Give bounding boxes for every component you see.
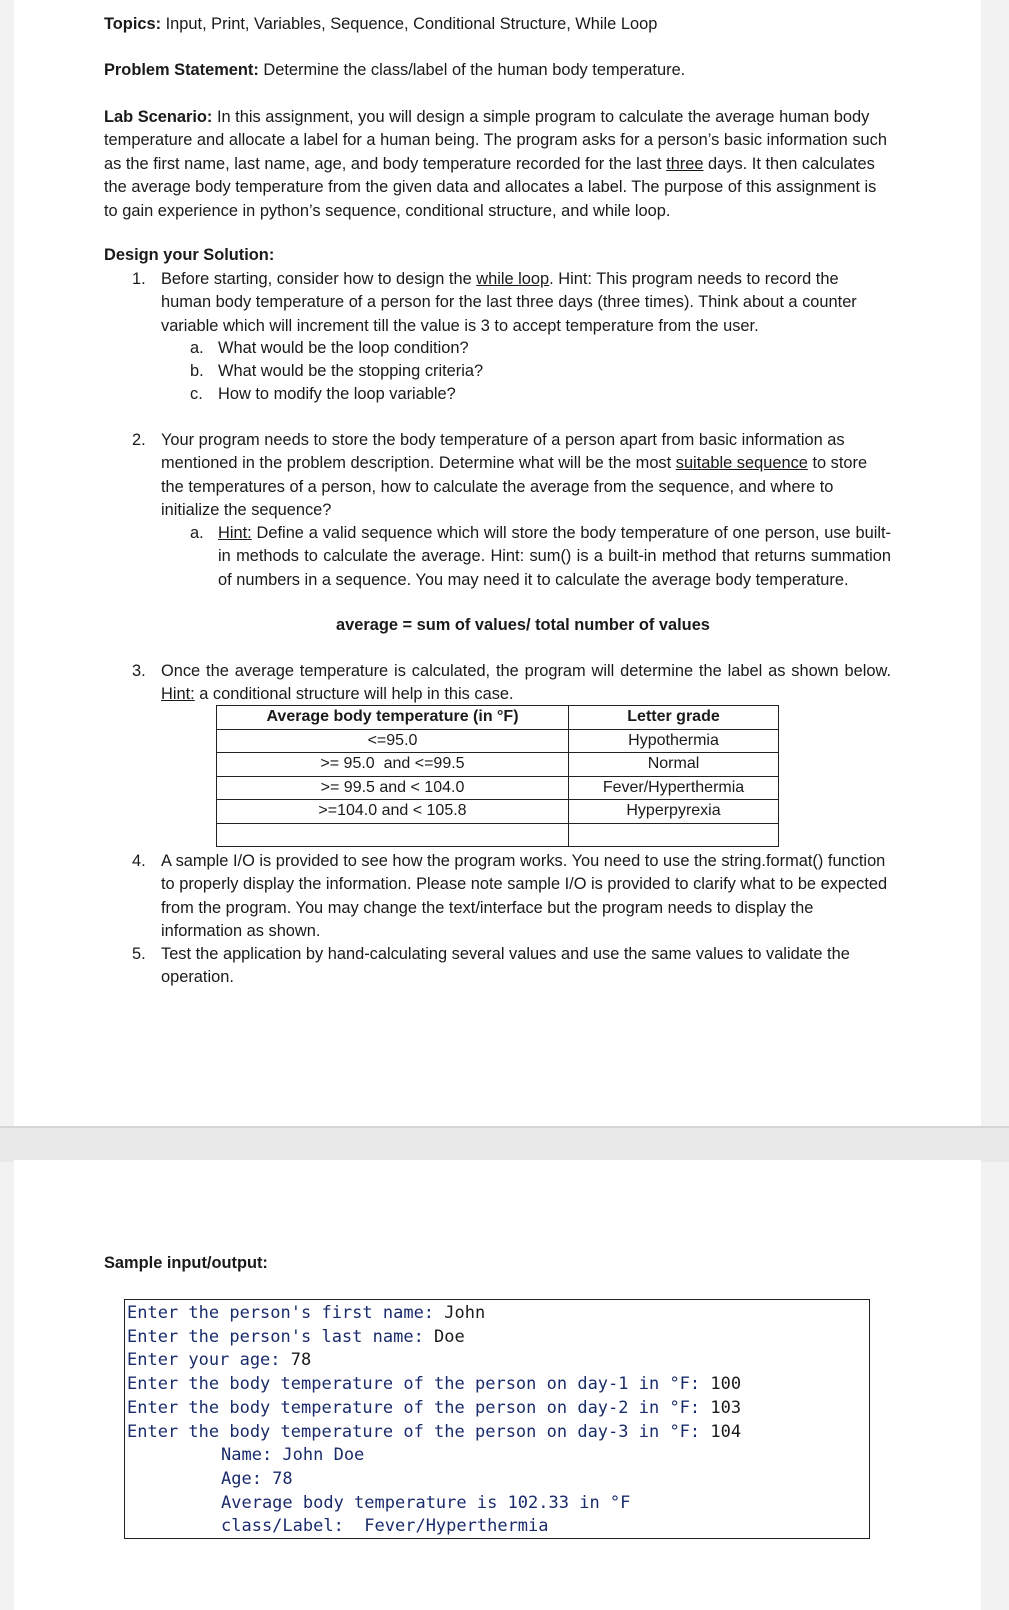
problem-statement: Problem Statement: Determine the class/label of the human body temperature. [104,61,686,79]
item-2-number: 2. [132,431,146,449]
table-row [217,800,779,824]
while-loop-link[interactable]: while loop [476,270,550,288]
console-output-age: Age: 78 [221,1468,293,1489]
console-input-line: Enter the body temperature of the person on day-1 in °F: 100 [127,1374,742,1395]
item-1b-marker: b. [190,362,204,380]
table-cell [217,823,569,847]
average-formula: average = sum of values/ total number of values [336,616,710,634]
table-cell: Normal [569,753,779,777]
document-page-2 [14,1160,981,1610]
item-3-text: Once the average temperature is calculated, the program will determine the label as shown below. Hint: a conditional structure will help in this case. [161,662,891,704]
table-cell: Fever/Hyperthermia [569,776,779,800]
table-row [217,776,779,800]
temperature-label-table [216,705,779,847]
table-header-grade: Letter grade [569,706,779,730]
table-row [217,729,779,753]
table-header-row [217,706,779,730]
item-1a-marker: a. [190,339,204,357]
console-input-line: Enter the person's last name: Doe [127,1326,465,1347]
document-page-1 [14,0,981,1126]
topics-line: Topics: Input, Print, Variables, Sequence, Conditional Structure, While Loop [104,15,658,33]
sample-heading: Sample input/output: [104,1254,268,1272]
item-1c-marker: c. [190,385,203,403]
table-cell: >=104.0 and < 105.8 [217,800,569,824]
item-2-text: Your program needs to store the body temperature of a person apart from basic information as mentioned in the problem description. Determine what will be the most suitable sequence to store the temperatures of a person, how to calculate the average from the sequence, and where to initialize the sequence? [161,431,868,520]
page-separator [0,1126,1009,1162]
lab-scenario: Lab Scenario: In this assignment, you will design a simple program to calculate the average human body temperature and allocate a label for a human being. The program asks for a person’s basic information such as the first name, last name, age, and body temperature recorded for the last three days. It then calculates the average body temperature from the given data and allocates a label. The purpose of this assignment is to gain experience in python’s sequence, conditional structure, and while loop. [104,108,887,220]
console-input-line: Enter the body temperature of the person on day-2 in °F: 103 [127,1397,742,1418]
table-cell [569,823,779,847]
table-cell: >= 95.0 and <=99.5 [217,753,569,777]
console-output-average: Average body temperature is 102.33 in °F [221,1492,631,1513]
item-1c-text: How to modify the loop variable? [218,385,456,403]
item-5-number: 5. [132,945,146,963]
item-2a-marker: a. [190,524,204,542]
design-heading: Design your Solution: [104,246,275,264]
console-output-name: Name: John Doe [221,1445,365,1466]
item-4-number: 4. [132,852,146,870]
item-1-text: Before starting, consider how to design the while loop. Hint: This program needs to record the human body temperature of a person for the last three days (three times). Think about a counter variable which will increment till the value is 3 to accept temperature from the user. [161,270,857,335]
table-header-temperature: Average body temperature (in °F) [217,706,569,730]
table-cell: Hypothermia [569,729,779,753]
item-1-number: 1. [132,270,146,288]
table-cell: <=95.0 [217,729,569,753]
left-margin [0,0,14,1610]
item-4-text: A sample I/O is provided to see how the program works. You need to use the string.format() function to properly display the information. Please note sample I/O is provided to clarify what to be expected from the program. You may change the text/interface but the program needs to display the information as shown. [161,852,888,941]
suitable-sequence-link[interactable]: suitable sequence [675,454,808,473]
console-input-line: Enter your age: 78 [127,1350,312,1371]
item-2a-text: Hint: Define a valid sequence which will store the body temperature of one person, use built-in methods to calculate the average. Hint: sum() is a built-in method that returns summation of numbers in a sequence. You may need it to calculate the average body temperature. [218,524,891,589]
item-5-text: Test the application by hand-calculating several values and use the same values to validate the operation. [161,945,850,987]
sample-io-console [124,1299,870,1539]
table-row [217,823,779,847]
right-margin [981,0,1009,1610]
item-1b-text: What would be the stopping criteria? [218,362,484,380]
table-cell: Hyperpyrexia [569,800,779,824]
item-3-number: 3. [132,662,146,680]
console-input-line: Enter the person's first name: John [127,1303,486,1323]
table-row [217,753,779,777]
console-output-label: class/Label: Fever/Hyperthermia [221,1516,549,1537]
table-cell: >= 99.5 and < 104.0 [217,776,569,800]
item-1a-text: What would be the loop condition? [218,339,469,357]
console-input-line: Enter the body temperature of the person on day-3 in °F: 104 [127,1421,742,1442]
